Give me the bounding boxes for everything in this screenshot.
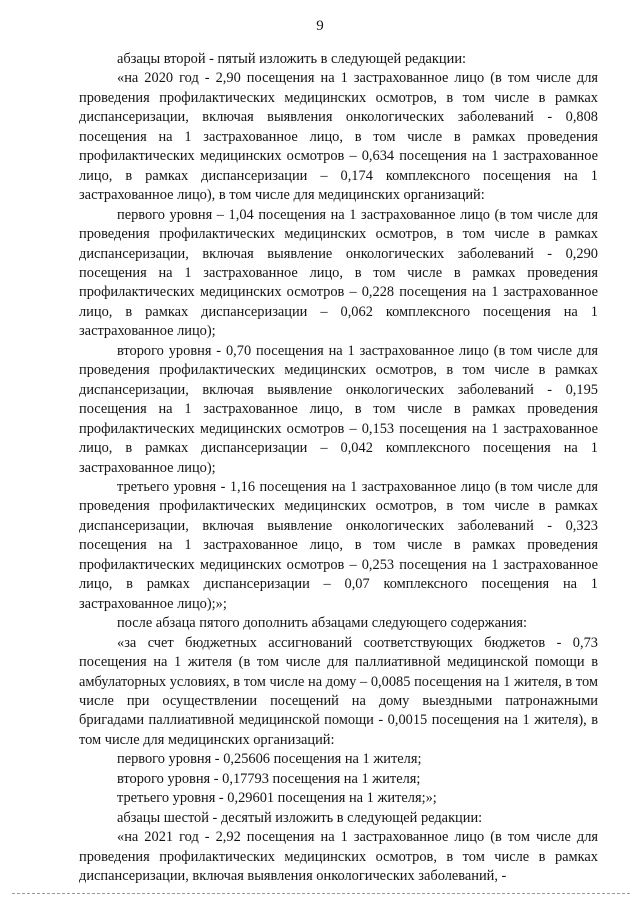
paragraph-budget-level-1: первого уровня - 0,25606 посещения на 1 жителя;	[117, 751, 422, 768]
paragraph-budget-level-3: третьего уровня - 0,29601 посещения на 1 жителя;»;	[117, 790, 437, 807]
paragraph-2020-level-2: второго уровня - 0,70 посещения на 1 застрахованное лицо (в том числе для проведения профилактических медицинских осмотров, в том числе в рамках диспансеризации, включая выявление онкологических заболеваний - 0,195 посещения на 1 застрахованное лицо, в том числе в рамках проведения профилактических медицинских осмотров – 0,153 посещения на 1 застрахованное лицо, в рамках диспансеризации – 0,042 комплексного посещения на 1 застрахованное лицо);	[79, 342, 598, 476]
paragraph-intro-add-after-5: после абзаца пятого дополнить абзацами следующего содержания:	[117, 615, 528, 632]
page-number: 9	[316, 18, 324, 34]
paragraph-2021-total: «на 2021 год - 2,92 посещения на 1 застрахованное лицо (в том числе для проведения профилактических медицинских осмотров, в том числе в рамках диспансеризации, включая выявления онкологических заболеваний, -	[79, 829, 598, 885]
paragraph-budget-total: «за счет бюджетных ассигнований соответствующих бюджетов - 0,73 посещения на 1 жителя (в том числе для паллиативной медицинской помощи в амбулаторных условиях, в том числе на дому – 0,0085 посещения на 1 жителя, в том числе при осуществлении посещений на дому выездными патронажными бригадами паллиативной медицинской помощи - 0,0015 посещения на 1 жителя), в том числе для медицинских организаций:	[79, 634, 598, 748]
paragraph-2020-total: «на 2020 год - 2,90 посещения на 1 застрахованное лицо (в том числе для проведения профилактических медицинских осмотров, в том числе в рамках диспансеризации, включая выявления онкологических заболеваний - 0,808 посещения на 1 застрахованное лицо, в том числе в рамках проведения профилактических медицинских осмотров – 0,634 посещения на 1 застрахованное лицо, в рамках диспансеризации – 0,174 комплексного посещения на 1 застрахованное лицо), в том числе для медицинских организаций:	[79, 70, 598, 204]
paragraph-2020-level-1: первого уровня – 1,04 посещения на 1 застрахованное лицо (в том числе для проведения профилактических медицинских осмотров, в том числе в рамках диспансеризации, включая выявление онкологических заболеваний - 0,290 посещения на 1 застрахованное лицо, в том числе в рамках проведения профилактических медицинских осмотров – 0,228 посещения на 1 застрахованное лицо, в рамках диспансеризации – 0,062 комплексного посещения на 1 застрахованное лицо);	[79, 206, 598, 340]
scan-bottom-edge-line	[12, 893, 630, 894]
paragraph-intro-amend-6-10: абзацы шестой - десятый изложить в следующей редакции:	[117, 809, 483, 826]
paragraph-intro-amend-2-5: абзацы второй - пятый изложить в следующей редакции:	[117, 51, 467, 67]
document-body	[79, 50, 598, 886]
paragraph-budget-level-2: второго уровня - 0,17793 посещения на 1 жителя;	[117, 770, 421, 787]
paragraph-2020-level-3: третьего уровня - 1,16 посещения на 1 застрахованное лицо (в том числе для проведения профилактических медицинских осмотров, в том числе в рамках диспансеризации, включая выявление онкологических заболеваний - 0,323 посещения на 1 застрахованное лицо, в том числе в рамках проведения профилактических медицинских осмотров – 0,253 посещения на 1 застрахованное лицо, в рамках диспансеризации – 0,07 комплексного посещения на 1 застрахованное лицо);»;	[79, 478, 598, 612]
